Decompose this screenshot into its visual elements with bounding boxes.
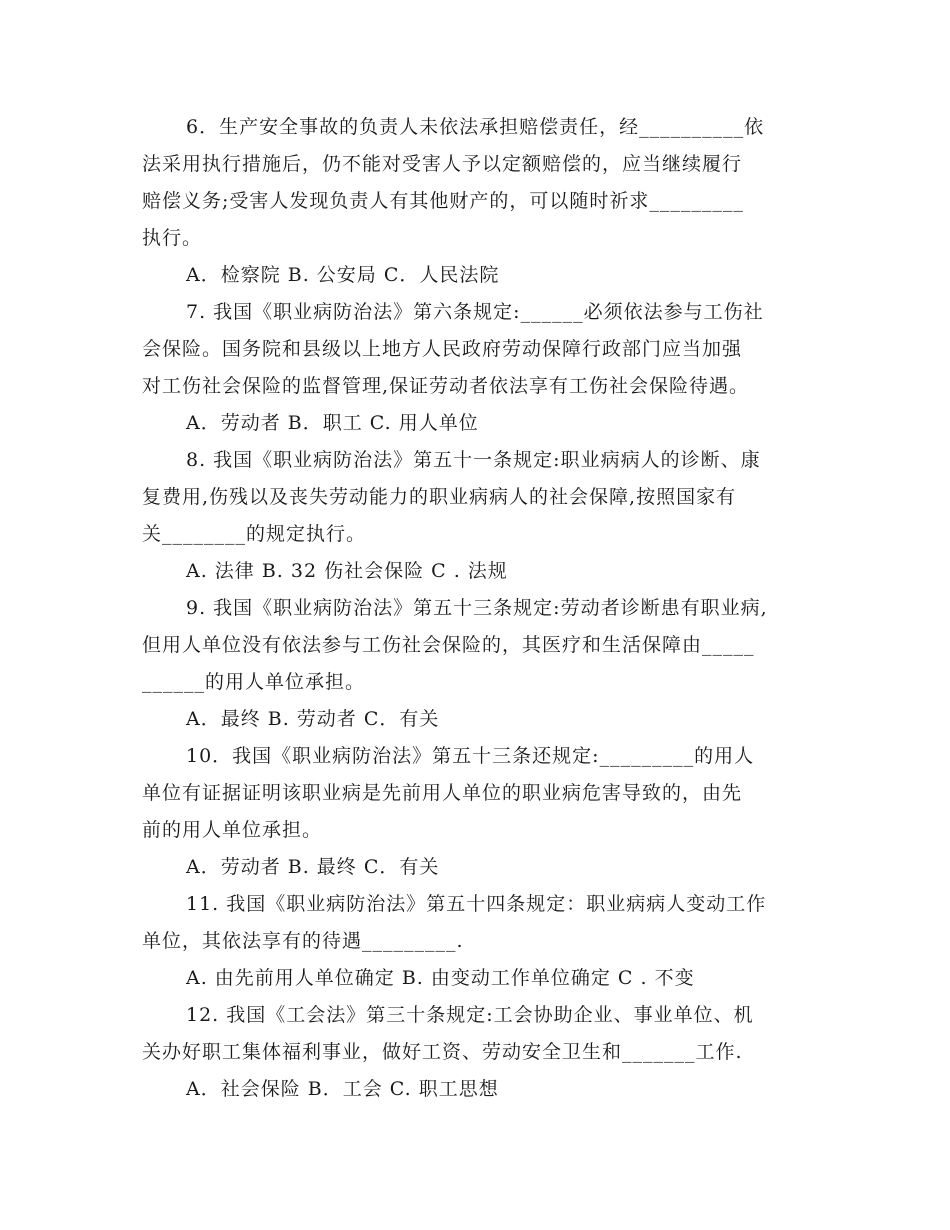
q8-options: A. 法律 B. 32 伤社会保险 C . 法规 — [186, 560, 508, 582]
q12-options: A．社会保险 B．工会 C. 职工思想 — [186, 1078, 499, 1100]
q12-line-1: 12. 我国《工会法》第三十条规定:工会协助企业、事业单位、机 — [186, 1004, 754, 1026]
q10-line-2: 单位有证据证明该职业病是先前用人单位的职业病危害导致的，由先 — [142, 782, 743, 804]
q11-line-2: 单位，其依法享有的待遇_________. — [142, 930, 464, 952]
q8-line-3: 关________的规定执行。 — [142, 523, 367, 545]
q10-options: A．劳动者 B. 最终 C．有关 — [186, 856, 440, 878]
q6-options: A．检察院 B. 公安局 C．人民法院 — [186, 264, 500, 286]
q8-line-2: 复费用,伤残以及丧失劳动能力的职业病病人的社会保障,按照国家有 — [142, 486, 737, 508]
q7-options: A．劳动者 B．职工 C. 用人单位 — [186, 412, 479, 434]
q6-line-2: 法采用执行措施后，仍不能对受害人予以定额赔偿的，应当继续履行 — [142, 153, 743, 175]
q6-line-4: 执行。 — [142, 227, 203, 249]
q7-line-2: 会保险。国务院和县级以上地方人民政府劳动保障行政部门应当加强 — [142, 338, 743, 360]
q10-line-1: 10．我国《职业病防治法》第五十三条还规定:_________的用人 — [186, 745, 755, 767]
q10-line-3: 前的用人单位承担。 — [142, 819, 323, 841]
q9-line-2: 但用人单位没有依法参与工伤社会保险的，其医疗和生活保障由_____ — [142, 634, 755, 656]
q9-options: A．最终 B. 劳动者 C．有关 — [186, 708, 440, 730]
q11-line-1: 11. 我国《职业病防治法》第五十四条规定：职业病病人变动工作 — [186, 893, 767, 915]
q9-line-3: ______的用人单位承担。 — [142, 671, 366, 693]
q6-line-3: 赔偿义务;受害人发现负责人有其他财产的，可以随时祈求_________ — [142, 190, 744, 212]
q9-line-1: 9. 我国《职业病防治法》第五十三条规定:劳动者诊断患有职业病, — [186, 597, 768, 619]
q6-line-1: 6．生产安全事故的负责人未依法承担赔偿责任，经__________依 — [186, 116, 765, 138]
q12-line-2: 关办好职工集体福利事业，做好工资、劳动安全卫生和_______工作. — [142, 1041, 743, 1063]
q8-line-1: 8. 我国《职业病防治法》第五十一条规定:职业病病人的诊断、康 — [186, 449, 761, 471]
q7-line-1: 7. 我国《职业病防治法》第六条规定:______必须依法参与工伤社 — [186, 301, 764, 323]
q7-line-3: 对工伤社会保险的监督管理,保证劳动者依法享有工伤社会保险待遇。 — [142, 375, 750, 397]
q11-options: A. 由先前用人单位确定 B. 由变动工作单位确定 C . 不变 — [186, 967, 695, 989]
